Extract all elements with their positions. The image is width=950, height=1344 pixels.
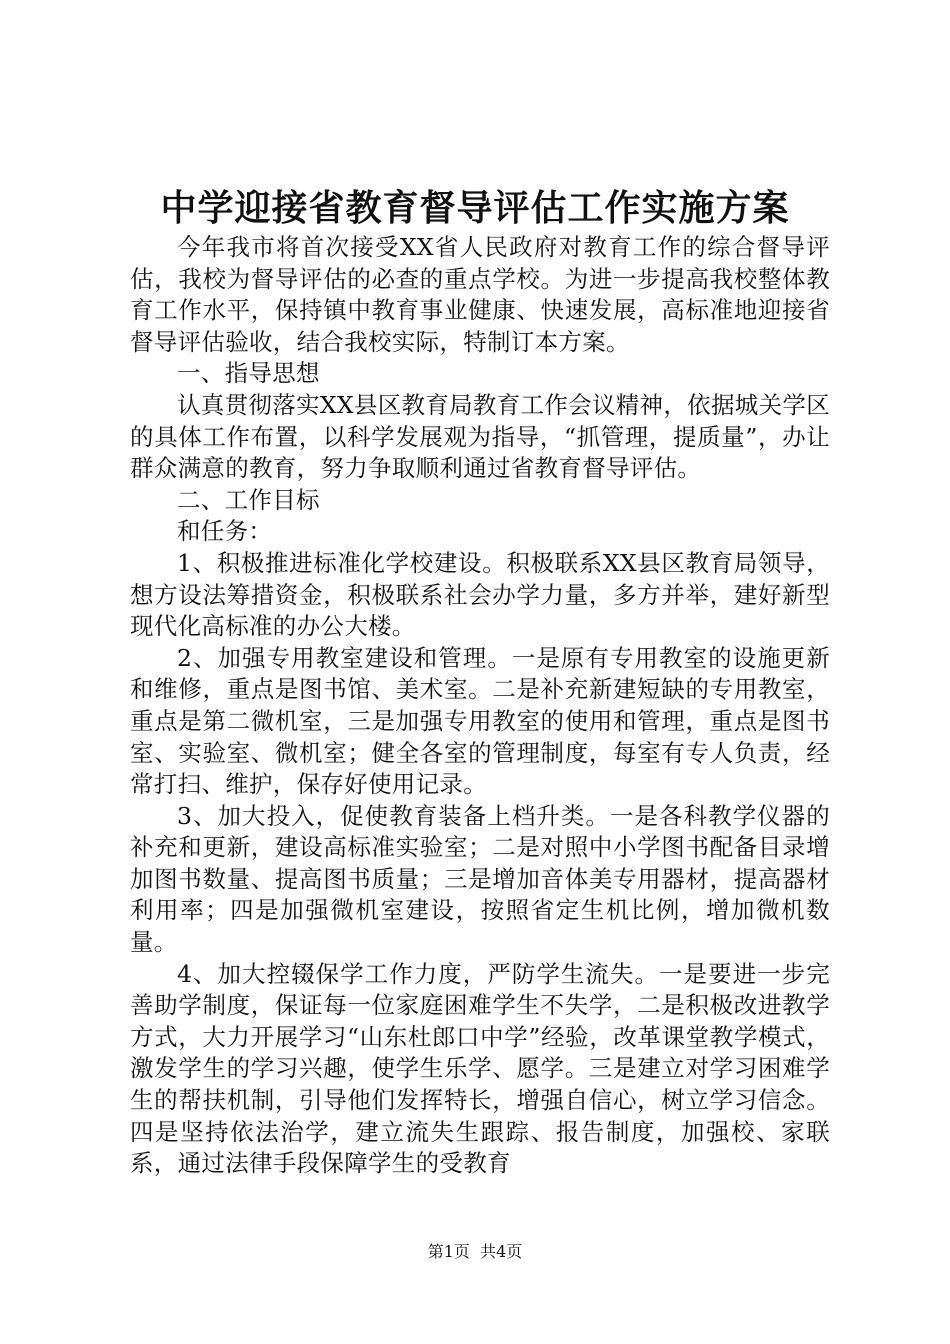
task-item-1: 1、积极推进标准化学校建设。积极联系XX县区教育局领导，想方设法筹措资金，积极联系社会办学力量，多方并举，建好新型现代化高标准的办公大楼。 — [130, 548, 830, 641]
guiding-ideology-paragraph: 认真贯彻落实XX县区教育局教育工作会议精神，依据城关学区的具体工作布置，以科学发展观为指导，“抓管理，提质量”，办让群众满意的教育，努力争取顺利通过省教育督导评估。 — [130, 390, 830, 483]
intro-paragraph: 今年我市将首次接受XX省人民政府对教育工作的综合督导评估，我校为督导评估的必查的重点学校。为进一步提高我校整体教育工作水平，保持镇中教育事业健康、快速发展，高标准地迎接省督导评估验收，结合我校实际，特制订本方案。 — [130, 233, 830, 356]
section-heading-work-goals: 二、工作目标 — [177, 485, 320, 514]
task-item-4: 4、加大控辍保学工作力度，严防学生流失。一是要进一步完善助学制度，保证每一位家庭困难学生不失学，二是积极改进教学方式，大力开展学习“山东杜郎口中学”经验，改革课堂教学模式，激发学生的学习兴趣，使学生乐学、愿学。三是建立对学习困难学生的帮扶机制，引导他们发挥特长，增强自信心，树立学习信念。四是坚持依法治学，建立流失生跟踪、报告制度，加强校、家联系，通过法律手段保障学生的受教育 — [130, 959, 830, 1178]
section-heading-guiding-ideology: 一、指导思想 — [177, 359, 320, 388]
section-heading-tasks: 和任务： — [177, 517, 273, 546]
task-item-3: 3、加大投入，促使教育装备上档升类。一是各科教学仪器的补充和更新，建设高标准实验室；二是对照中小学图书配备目录增加图书数量、提高图书质量；三是增加音体美专用器材，提高器材利用率；四是加强微机室建设，按照省定生机比例，增加微机数量。 — [130, 801, 830, 957]
document-body — [130, 232, 830, 1180]
task-item-2: 2、加强专用教室建设和管理。一是原有专用教室的设施更新和维修，重点是图书馆、美术室。二是补充新建短缺的专用教室，重点是第二微机室，三是加强专用教室的使用和管理，重点是图书室、实验室、微机室；健全各室的管理制度，每室有专人负责，经常打扫、维护，保存好使用记录。 — [130, 643, 830, 799]
page-number-footer: 第1页 共4页 — [427, 1242, 523, 1261]
document-title: 中学迎接省教育督导评估工作实施方案 — [160, 187, 790, 229]
